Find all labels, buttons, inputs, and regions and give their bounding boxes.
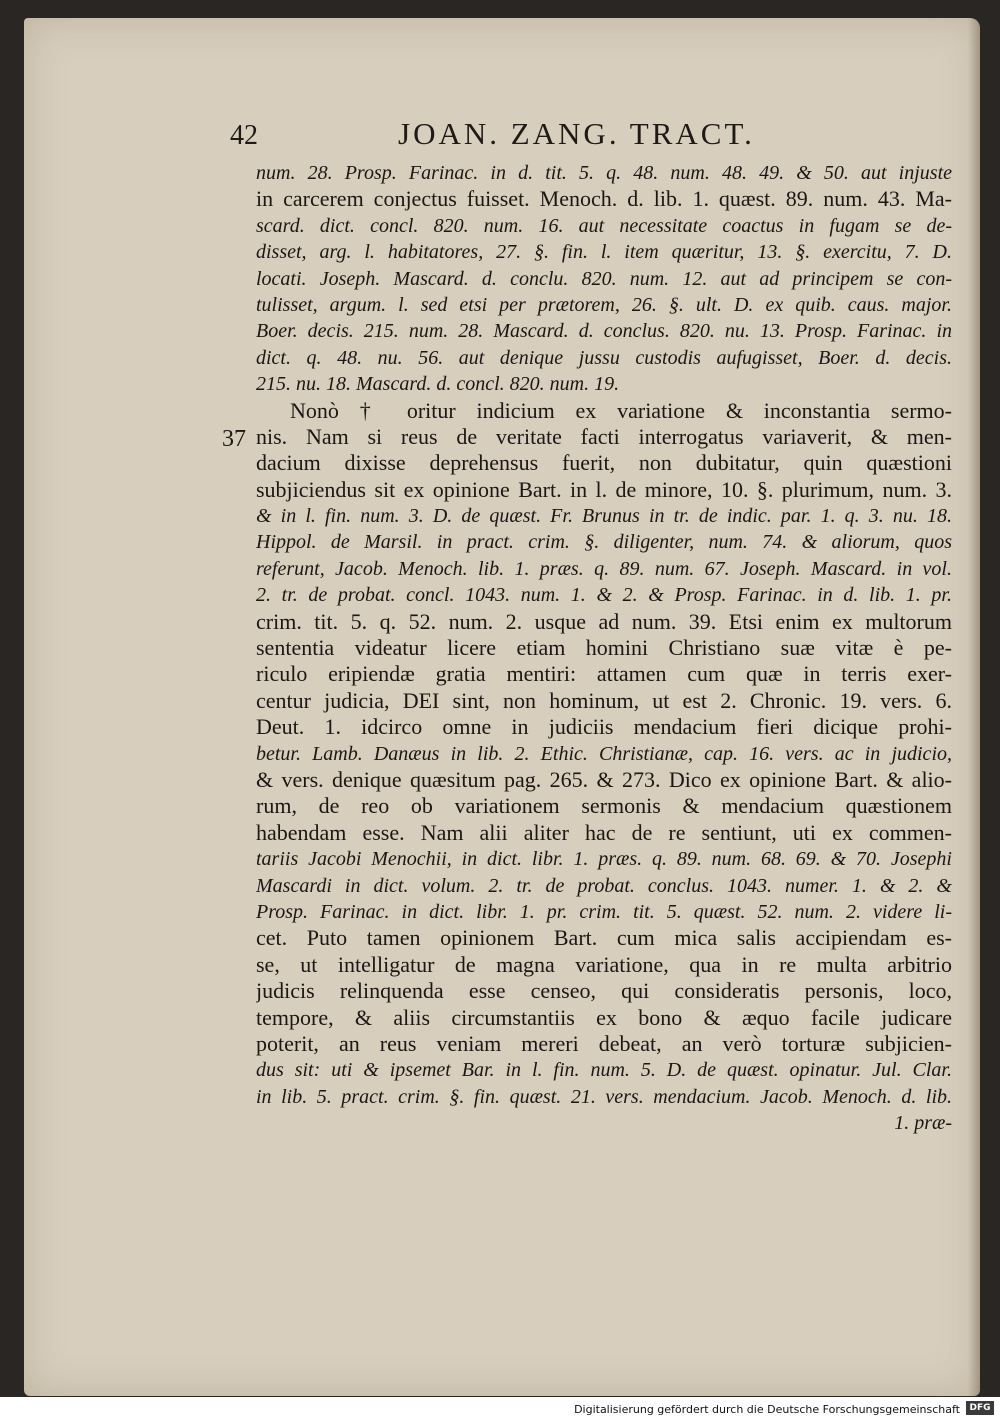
dfg-logo-icon: DFG [966, 1401, 994, 1415]
text-line: tulisset, argum. l. sed etsi per prætorem, 26. §. ult. D. ex quib. caus. major. [256, 293, 952, 316]
text-line: in carcerem conjectus fuisset. Menoch. d. lib. 1. quæst. 89. num. 43. Ma- [256, 186, 952, 212]
text-line: dacium dixisse deprehensus fuerit, non dubitatur, quin quæstioni [256, 450, 952, 476]
catchword-line: 1. præ- [894, 1112, 952, 1135]
digitization-footer [0, 1397, 1000, 1419]
text-line: poterit, an reus veniam mereri debeat, an verò torturæ subjicien- [256, 1030, 952, 1056]
text-line: sententia videatur licere etiam homini Christiano suæ vitæ è pe- [256, 635, 952, 661]
text-line: riculo eripiendæ gratia mentiri: attamen cum quæ in terris exer- [256, 661, 952, 687]
text-line: cet. Puto tamen opinionem Bart. cum mica salis accipiendam es- [256, 925, 952, 951]
text-line: & vers. denique quæsitum pag. 265. & 273. Dico ex opinione Bart. & alio- [256, 766, 952, 792]
page-edge-shadow [968, 18, 980, 1396]
text-line: centur judicia, DEI sint, non hominum, ut est 2. Chronic. 19. vers. 6. [256, 687, 952, 713]
footer-credit: Digitalisierung gefördert durch die Deutsche Forschungsgemeinschaft [574, 1403, 960, 1416]
text-line: 215. nu. 18. Mascard. d. concl. 820. num. 19. [256, 373, 620, 396]
text-line: crim. tit. 5. q. 52. num. 2. usque ad num. 39. Etsi enim ex multorum [256, 608, 952, 634]
text-line: tariis Jacobi Menochii, in dict. libr. 1. præs. q. 89. num. 68. 69. & 70. Josephi [256, 848, 952, 871]
text-line: tempore, & aliis circumstantiis ex bono & æquo facile judicare [256, 1004, 952, 1030]
page-number: 42 [230, 120, 258, 151]
text-line: in lib. 5. pract. crim. §. fin. quæst. 21. vers. mendacium. Jacob. Menoch. d. lib. [256, 1085, 952, 1108]
text-line: subjiciendus sit ex opinione Bart. in l. de minore, 10. §. plurimum, num. 3. [256, 476, 952, 502]
text-line: num. 28. Prosp. Farinac. in d. tit. 5. q. 48. num. 48. 49. & 50. aut injuste [256, 162, 952, 184]
text-line: judicis relinquenda esse censeo, qui consideratis personis, loco, [256, 978, 952, 1004]
text-line: locati. Joseph. Mascard. d. conclu. 820. num. 12. aut ad principem se con- [256, 267, 952, 290]
text-line: 2. tr. de probat. concl. 1043. num. 1. & 2. & Prosp. Farinac. in d. lib. 1. pr. [256, 584, 952, 607]
text-line: se, ut intelligatur de magna variatione, qua in re multa arbitrio [256, 951, 952, 977]
text-line: dict. q. 48. nu. 56. aut denique jussu custodis aufugisset, Boer. d. decis. [256, 346, 952, 369]
text-line: dus sit: uti & ipsemet Bar. in l. fin. num. 5. D. de quæst. opinatur. Jul. Clar. [256, 1059, 952, 1082]
paragraph-marker: 37 [222, 426, 246, 452]
text-line: scard. dict. concl. 820. num. 16. aut necessitate coactus in fugam se de- [256, 214, 952, 237]
running-title: JOAN. ZANG. TRACT. [398, 116, 755, 151]
text-line: Hippol. de Marsil. in pract. crim. §. diligenter, num. 74. & aliorum, quos [256, 531, 952, 554]
text-line: Prosp. Farinac. in dict. libr. 1. pr. crim. tit. 5. quæst. 52. num. 2. videre li- [256, 900, 952, 923]
text-line: rum, de reo ob variationem sermonis & mendacium quæstionem [256, 793, 952, 819]
text-line: betur. Lamb. Danæus in lib. 2. Ethic. Christianæ, cap. 16. vers. ac in judicio, [256, 742, 952, 765]
text-line: referunt, Jacob. Menoch. lib. 1. præs. q. 89. num. 67. Joseph. Mascard. in vol. [256, 557, 952, 580]
text-line: Boer. decis. 215. num. 28. Mascard. d. conclus. 820. nu. 13. Prosp. Farinac. in [256, 320, 952, 343]
text-line: nis. Nam si reus de veritate facti interrogatus variaverit, & men- [256, 423, 952, 449]
page-header [230, 116, 950, 156]
text-line: Nonò † oritur indicium ex variatione & inconstantia sermo- [290, 397, 952, 423]
text-line: disset, arg. l. habitatores, 27. §. fin. l. item quæritur, 13. §. exercitu, 7. D. [256, 241, 952, 264]
body-text [256, 160, 952, 1136]
text-line: habendam esse. Nam alii aliter hac de re sentiunt, uti ex commen- [256, 819, 952, 845]
text-line: Deut. 1. idcirco omne in judiciis mendacium fieri dicique prohi- [256, 714, 952, 740]
text-line: & in l. fin. num. 3. D. de quæst. Fr. Brunus in tr. de indic. par. 1. q. 3. nu. 18. [256, 505, 952, 528]
text-line: Mascardi in dict. volum. 2. tr. de probat. conclus. 1043. numer. 1. & 2. & [256, 874, 952, 897]
